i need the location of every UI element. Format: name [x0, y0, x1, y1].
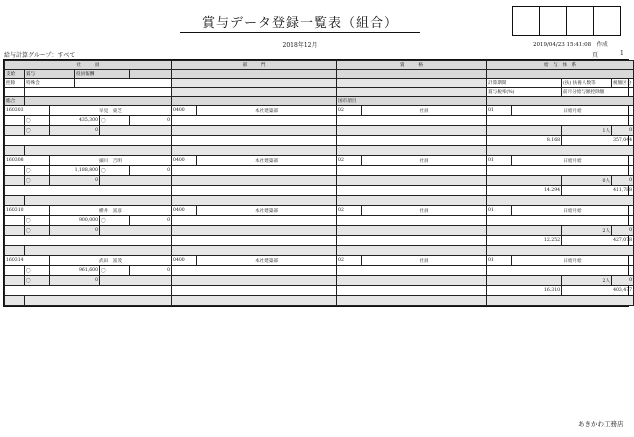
employee-row-rate	[5, 286, 634, 296]
employee-code: 160314	[5, 256, 50, 266]
stamp-box-4	[593, 6, 621, 36]
dependents: 0人	[562, 176, 612, 186]
employee-name: 武田 富茂	[50, 256, 172, 266]
marker: 〇	[100, 166, 130, 176]
employee-row-total	[5, 196, 634, 206]
prev-amount: 411,788	[562, 186, 634, 196]
header-total: 総合	[5, 97, 25, 106]
marker: 〇	[25, 126, 50, 136]
company-name: あきかわ工務店	[578, 420, 624, 428]
employee-code: 160310	[5, 206, 50, 216]
employee-row-main	[5, 106, 634, 116]
bonus-rate: 14.294	[487, 186, 562, 196]
employee-row-rate	[5, 186, 634, 196]
marker: 〇	[25, 266, 50, 276]
header-row-3	[5, 79, 634, 88]
employee-block-0	[5, 106, 634, 156]
header-qualification: 資 格	[337, 61, 487, 70]
employee-name: 細川 吉明	[50, 156, 172, 166]
bonus-amount: 1,188,800	[50, 166, 100, 176]
second-amount: 0	[50, 276, 100, 286]
header-row-5	[5, 97, 634, 106]
dept-code: 0400	[172, 106, 197, 116]
marker: 〇	[25, 176, 50, 186]
header-code: 支給	[5, 70, 25, 79]
group-label: 給与計算グループ：すべて	[4, 52, 76, 59]
header-tax-class: 税額区分	[612, 79, 634, 88]
header-bonus-rate: 賞与税率(%)	[487, 88, 562, 97]
prev-amount: 427,078	[562, 236, 634, 246]
marker: 〇	[100, 116, 130, 126]
employee-row-rate	[5, 136, 634, 146]
system-name: 日給月給	[512, 156, 634, 166]
employee-code: 160303	[5, 106, 50, 116]
data-table	[4, 60, 634, 306]
employee-row-total	[5, 246, 634, 256]
grade-name: 社員	[362, 206, 487, 216]
dependents-n: 0	[612, 276, 634, 286]
header-bonus: 賞与	[25, 70, 75, 79]
header-row-4	[5, 88, 634, 97]
employee-name: 横井 富彦	[50, 206, 172, 216]
bonus-rate: 12.252	[487, 236, 562, 246]
grade-code: 02	[337, 156, 362, 166]
employee-row-bonus	[5, 266, 634, 276]
page-title: 賞与データ登録一覧表（組合）	[180, 12, 420, 33]
employee-row-deduct	[5, 176, 634, 186]
marker: 〇	[25, 116, 50, 126]
dependents: 2人	[562, 226, 612, 236]
prev-amount: 403,477	[562, 286, 634, 296]
dept-name: 本社建築部	[197, 156, 337, 166]
system-code: 01	[487, 256, 512, 266]
employee-row-rate	[5, 236, 634, 246]
marker: 〇	[25, 166, 50, 176]
dependents-n: 0	[612, 226, 634, 236]
dependents-n: 0	[612, 176, 634, 186]
dept-code: 0400	[172, 206, 197, 216]
header-calc-period: 計算期間	[487, 79, 562, 88]
system-code: 01	[487, 106, 512, 116]
grade-code: 02	[337, 106, 362, 116]
employee-row-deduct	[5, 226, 634, 236]
system-code: 01	[487, 156, 512, 166]
header-employee: 社 員	[5, 61, 172, 70]
deduct-amount: 0	[130, 266, 172, 276]
second-amount: 0	[50, 176, 100, 186]
employee-row-main	[5, 206, 634, 216]
header-salary: 給 与 体 系	[487, 61, 634, 70]
bonus-amount: 961,600	[50, 266, 100, 276]
deduct-amount: 0	[130, 216, 172, 226]
header-row-1	[5, 61, 634, 70]
employee-block-1	[5, 156, 634, 206]
dept-name: 本社建築部	[197, 256, 337, 266]
header-special: 特殊会	[25, 79, 75, 88]
header-dependents: (扶) 扶養人数等	[562, 79, 612, 88]
deduct-amount: 0	[130, 116, 172, 126]
prev-amount: 357,044	[562, 136, 634, 146]
employee-row-bonus	[5, 216, 634, 226]
dependents-n: 0	[612, 126, 634, 136]
bonus-amount: 900,000	[50, 216, 100, 226]
system-code: 01	[487, 206, 512, 216]
system-name: 日給月給	[512, 206, 634, 216]
employee-row-total	[5, 146, 634, 156]
grade-code: 02	[337, 206, 362, 216]
header-prev-month: 前月分給与額控除額	[562, 88, 634, 97]
bonus-rate: 8.168	[487, 136, 562, 146]
grade-code: 02	[337, 256, 362, 266]
grade-name: 社員	[362, 256, 487, 266]
dept-name: 本社建築部	[197, 206, 337, 216]
marker: 〇	[25, 226, 50, 236]
stamp-box-2	[539, 6, 567, 36]
stamp-box-3	[566, 6, 594, 36]
marker: 〇	[25, 276, 50, 286]
employee-name: 早見 東芝	[50, 106, 172, 116]
bonus-rate: 16.310	[487, 286, 562, 296]
employee-block-3	[5, 256, 634, 306]
second-amount: 0	[50, 126, 100, 136]
employee-row-main	[5, 256, 634, 266]
dependents: 1人	[562, 126, 612, 136]
header-national: 国市項目	[337, 97, 487, 106]
system-name: 日給月給	[512, 256, 634, 266]
header-row-2	[5, 70, 634, 79]
header-deduction: 控除	[5, 79, 25, 88]
employee-row-main	[5, 156, 634, 166]
deduct-amount: 0	[130, 166, 172, 176]
marker: 〇	[100, 266, 130, 276]
system-name: 日給月給	[512, 106, 634, 116]
stamp-box-1	[512, 6, 540, 36]
dept-name: 本社建築部	[197, 106, 337, 116]
header-bonus-allowance: 役員報酬	[75, 70, 130, 79]
marker: 〇	[25, 216, 50, 226]
page-number: 1	[620, 50, 624, 57]
printed-timestamp: 2019/04/23 15:41:08 作成	[533, 42, 608, 48]
employee-row-bonus	[5, 166, 634, 176]
employee-row-total	[5, 296, 634, 306]
employee-block-2	[5, 206, 634, 256]
grade-name: 社員	[362, 156, 487, 166]
data-table-wrapper	[3, 59, 633, 307]
dependents: 2人	[562, 276, 612, 286]
employee-row-bonus	[5, 116, 634, 126]
bonus-amount: 435,300	[50, 116, 100, 126]
grade-name: 社員	[362, 106, 487, 116]
employee-row-deduct	[5, 276, 634, 286]
period-label: 2018年12月	[282, 42, 318, 49]
page-label: 頁	[592, 52, 599, 59]
employee-row-deduct	[5, 126, 634, 136]
marker: 〇	[100, 216, 130, 226]
dept-code: 0400	[172, 156, 197, 166]
dept-code: 0400	[172, 256, 197, 266]
second-amount: 0	[50, 226, 100, 236]
header-dept: 部 門	[172, 61, 337, 70]
employee-code: 160308	[5, 156, 50, 166]
